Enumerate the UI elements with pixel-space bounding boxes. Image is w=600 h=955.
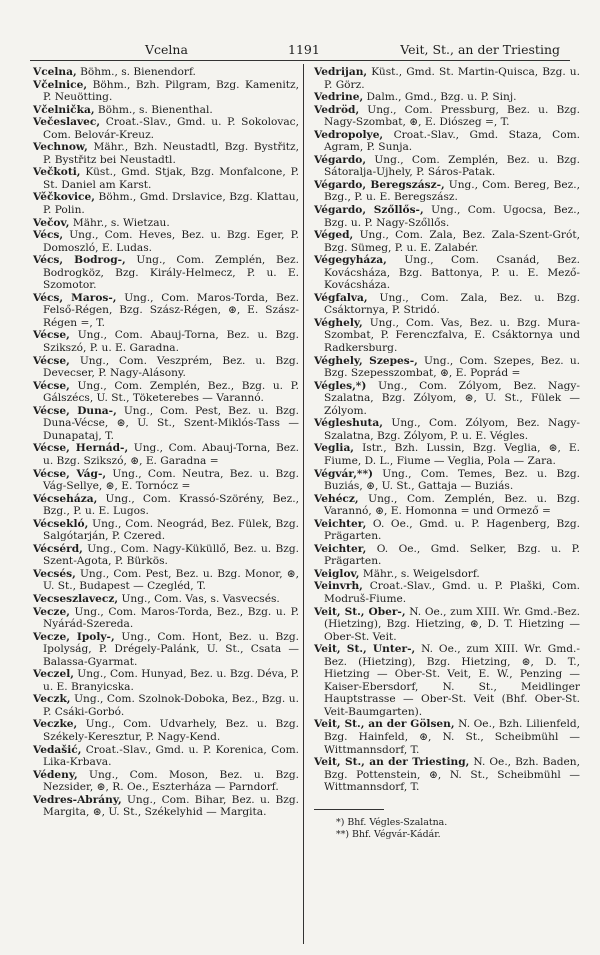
- entry-text: Küst., Gmd. Stjak, Bzg. Monfalcone, P. St. Daniel am Karst.: [43, 166, 299, 191]
- entry-text: N. Oe., zum XIII. Wr. Gmd.-Bez. (Hietzing), Bzg. Hietzing, ⊛, D. T. Hietzing — Ober-St. Veit.: [324, 605, 580, 643]
- entry-headword: Vedres-Abrány,: [33, 793, 122, 806]
- entry-headword: Vcelna,: [33, 66, 77, 78]
- entry-headword: Vécs,: [33, 229, 64, 242]
- entry-headword: Veglia,: [314, 442, 354, 455]
- gazetteer-entry: [33, 104, 299, 117]
- page-header: [30, 38, 570, 58]
- gazetteer-entry: [33, 116, 299, 141]
- gazetteer-entry: [33, 329, 299, 354]
- gazetteer-entry: [314, 606, 580, 644]
- entry-text: Böhm., Bzh. Pilgram, Bzg. Kamenitz, P. Neuötting.: [43, 78, 300, 104]
- gazetteer-entry: [314, 718, 580, 756]
- entry-headword: Veiglov,: [314, 567, 360, 580]
- entry-headword: Veit, St., Ober-,: [314, 605, 406, 618]
- entry-headword: Vehécz,: [314, 492, 359, 505]
- entry-headword: Vedröd,: [314, 103, 360, 116]
- entry-text: Ung., Com. Neutra, Bez. u. Bzg. Vág-Sellye, ⊛, E. Tornócz =: [43, 467, 300, 493]
- entry-text: Ung., Com. Maros-Torda, Bez., Bzg. u. P. Nyárád-Szereda.: [43, 605, 299, 631]
- entry-headword: Végleshuta,: [314, 417, 383, 430]
- entry-text: Ung., Com. Zala, Bez. Zala-Szent-Grót, Bzg. Sümeg, P. u. E. Zalabér.: [324, 229, 580, 254]
- entry-headword: Vedropolye,: [314, 128, 384, 141]
- entry-headword: Vedrine,: [314, 91, 364, 104]
- entry-text: Istr., Bzh. Lussin, Bzg. Veglia, ⊛, E. Fiume, D. L., Fiume — Veglia, Pola — Zara.: [324, 442, 580, 467]
- entry-headword: Večeslavec,: [33, 116, 101, 129]
- gazetteer-entry: [33, 794, 299, 819]
- entry-headword: Végles,*): [314, 379, 367, 392]
- gazetteer-entry: [314, 66, 580, 91]
- gazetteer-entry: [314, 292, 580, 317]
- entry-headword: Vécsérd,: [33, 542, 83, 555]
- entry-text: Ung., Com. Maros-Torda, Bez. Felső-Régen, Bzg. Szász-Régen, ⊛, E. Szász-Régen =, T.: [43, 291, 299, 329]
- entry-headword: Večov,: [33, 216, 70, 229]
- gazetteer-entry: [33, 141, 299, 166]
- entry-text: Ung., Com. Vas, s. Vasvecsés.: [121, 592, 280, 605]
- entry-headword: Vecsés,: [33, 567, 76, 580]
- header-left-keyword: Vcelna: [145, 42, 188, 57]
- gazetteer-entry: [314, 204, 580, 229]
- entry-headword: Veczke,: [33, 718, 78, 731]
- entry-text: Ung., Com. Abauj-Torna, Bez. u. Bzg. Szikszó, P. u. E. Garadna.: [43, 329, 299, 355]
- entry-text: Böhm., s. Bienenthal.: [97, 103, 213, 116]
- entry-headword: Vécsekló,: [33, 517, 89, 530]
- header-rule: [30, 60, 570, 61]
- entry-headword: Vécse, Vág-,: [33, 467, 107, 480]
- entry-text: O. Oe., Gmd. Selker, Bzg. u. P. Prägarten.: [324, 542, 581, 568]
- entry-text: Ung., Com. Moson, Bez. u. Bzg. Nezsider, ⊛, R. Oe., Eszterháza — Parndorf.: [43, 768, 299, 794]
- gazetteer-entry: [314, 518, 580, 543]
- entry-headword: Végvár,**): [314, 467, 374, 480]
- entry-headword: Vecseszlavecz,: [33, 592, 119, 605]
- entry-text: Croat.-Slav., Gmd. Staza, Com. Agram, P. Sunja.: [324, 128, 580, 154]
- entry-headword: Végfalva,: [314, 291, 368, 304]
- gazetteer-entry: [314, 417, 580, 442]
- entry-headword: Véged,: [314, 229, 354, 242]
- gazetteer-entry: [33, 543, 299, 568]
- entry-headword: Vécse, Duna-,: [33, 404, 117, 417]
- entry-text: Ung., Com. Bereg, Bez., Bzg., P. u. E. Beregszász.: [324, 178, 580, 204]
- entry-text: N. Oe., zum XIII. Wr. Gmd.-Bez. (Hietzing), Bzg. Hietzing, ⊛, D. T., Hietzing — Ober-St. Veit, E. W., Penzing — Kaiser-Ebersdorf, N. St., Meidlinger Hauptstrasse — Ober-St. Veit (Bhf. Ober-St. Veit-Baumgarten).: [324, 643, 580, 718]
- entry-headword: Vécs, Bodrog-,: [33, 254, 126, 267]
- entry-text: Ung., Com. Pest, Bez. u. Bzg. Monor, ⊛, U. St., Budapest — Czegléd, T.: [43, 567, 299, 593]
- entry-headword: Vécseháza,: [33, 492, 98, 505]
- entry-headword: Vécse, Hernád-,: [33, 442, 129, 455]
- entry-text: Ung., Com. Vas, Bez. u. Bzg. Mura-Szombat, P. Ferenczfalva, E. Csáktornya und Radkersburg.: [324, 316, 580, 355]
- gazetteer-entry: [33, 518, 299, 543]
- entry-text: Ung., Com. Krassó-Szörény, Bez., Bzg., P. u. E. Lugos.: [43, 492, 299, 518]
- gazetteer-entry: [314, 580, 580, 605]
- entry-text: Ung., Com. Zemplén, Bez. Bodrogköz, Bzg. Király-Helmecz, P. u. E. Szomotor.: [43, 254, 299, 292]
- gazetteer-entry: [314, 468, 580, 493]
- entry-text: Ung., Com. Ugocsa, Bez., Bzg. u. P. Nagy-Szőllős.: [324, 204, 580, 229]
- gazetteer-entry: [33, 744, 299, 769]
- gazetteer-entry: [314, 254, 580, 292]
- entry-text: Ung., Com. Zala, Bez. u. Bzg. Csáktornya, P. Stridó.: [324, 291, 580, 317]
- footnote: *) Bhf. Végles-Szalatna.: [336, 816, 448, 828]
- entry-headword: Védeny,: [33, 768, 78, 781]
- gazetteer-entry: [314, 104, 580, 129]
- entry-headword: Veit, St., Unter-,: [314, 643, 416, 656]
- entry-text: Ung., Com. Udvarhely, Bez. u. Bzg. Székely-Keresztur, P. Nagy-Kend.: [43, 718, 299, 743]
- gazetteer-entry: [33, 166, 299, 191]
- entry-text: Ung., Com. Szolnok-Doboka, Bez., Bzg. u. P. Csáki-Gorbó.: [43, 693, 299, 718]
- entry-text: N. Oe., Bzh. Lilienfeld, Bzg. Hainfeld, ⊛, N. St., Scheibmühl — Wittmannsdorf, T.: [324, 718, 580, 756]
- entry-text: Croat.-Slav., Gmd. u. P. Sokolovac, Com. Belovár-Kreuz.: [43, 116, 299, 141]
- entry-headword: Věčkovice,: [33, 191, 95, 204]
- gazetteer-entry: [33, 191, 299, 216]
- entry-text: Ung., Com. Csanád, Bez. Kovácsháza, Bzg. Battonya, P. u. E. Mező-Kovácsháza.: [324, 254, 580, 292]
- gazetteer-entry: [33, 468, 299, 493]
- entry-text: O. Oe., Gmd. u. P. Hagenberg, Bzg. Prägarten.: [324, 517, 580, 543]
- gazetteer-entry: [33, 718, 299, 743]
- entry-headword: Veichter,: [314, 517, 367, 530]
- entry-text: Küst., Gmd. St. Martin-Quisca, Bzg. u. P. Görz.: [324, 66, 580, 91]
- gazetteer-entry: [33, 79, 299, 104]
- entry-text: Böhm., Gmd. Drslavice, Bzg. Klattau, P. Polin.: [43, 191, 299, 217]
- entry-headword: Veczk,: [33, 693, 71, 706]
- entry-headword: Vécse,: [33, 329, 70, 342]
- entry-text: Ung., Com. Hunyad, Bez. u. Bzg. Déva, P. u. E. Branyicska.: [43, 668, 299, 693]
- entry-headword: Veichter,: [314, 542, 367, 555]
- entry-text: Ung., Com. Heves, Bez. u. Bzg. Eger, P. Domoszló, E. Ludas.: [43, 229, 299, 254]
- entry-text: Croat.-Slav., Gmd. u. P. Plaški, Com. Modruš-Fiume.: [324, 580, 580, 605]
- entry-text: Ung., Com. Nagy-Küküllő, Bez. u. Bzg. Szent-Agota, P. Bürkös.: [43, 542, 299, 568]
- entry-headword: Včelnička,: [33, 103, 95, 116]
- gazetteer-entry: [314, 543, 580, 568]
- gazetteer-entry: [33, 355, 299, 380]
- entry-headword: Vecze,: [33, 605, 70, 618]
- entry-headword: Végardo,: [314, 153, 367, 166]
- column-divider: [303, 64, 304, 944]
- entry-text: Mähr., Bzh. Neustadtl, Bzg. Bystřitz, P. Bystřitz bei Neustadtl.: [43, 141, 299, 166]
- entry-headword: Véghely, Szepes-,: [314, 354, 418, 367]
- entry-text: Ung., Com. Hont, Bez. u. Bzg. Ipolyság, P. Drégely-Palánk, U. St., Csata — Balassa-Gyarmat.: [43, 630, 300, 668]
- gazetteer-entry: [33, 668, 299, 693]
- header-right-keyword: Veit, St., an der Triesting: [400, 42, 560, 57]
- gazetteer-entry: [314, 643, 580, 718]
- gazetteer-entry: [33, 254, 299, 292]
- entry-text: Ung., Com. Zemplén, Bez. u. Bzg. Varannó, ⊛, E. Homonna = und Ormező =: [324, 492, 581, 518]
- entry-text: Dalm., Gmd., Bzg. u. P. Sinj.: [366, 91, 517, 104]
- gazetteer-entry: [33, 493, 299, 518]
- gazetteer-entry: [33, 442, 299, 467]
- gazetteer-entry: [314, 179, 580, 204]
- gazetteer-entry: [314, 317, 580, 355]
- page-number: 1191: [288, 42, 320, 57]
- entry-headword: Veit, St., an der Triesting,: [314, 756, 470, 769]
- entry-headword: Veinvrh,: [314, 580, 363, 593]
- entry-text: Böhm., s. Bienendorf.: [80, 66, 196, 78]
- gazetteer-entry: [33, 217, 299, 230]
- gazetteer-entry: [33, 380, 299, 405]
- entry-headword: Végardo, Szőllős-,: [314, 204, 424, 217]
- gazetteer-entry: [314, 756, 580, 794]
- entry-text: Ung., Com. Zólyom, Bez. Nagy-Szalatna, Bzg. Zólyom, ⊛, U. St., Fülek — Zólyom.: [324, 379, 580, 417]
- gazetteer-entry: [314, 91, 580, 104]
- entry-text: Ung., Com. Zemplén, Bez. u. Bzg. Sátoralja-Ujhely, P. Sáros-Patak.: [324, 153, 581, 179]
- right-column: [314, 66, 580, 842]
- gazetteer-entry: [314, 493, 580, 518]
- gazetteer-entry: [314, 154, 580, 179]
- gazetteer-entry: [33, 593, 299, 606]
- entry-headword: Vedrijan,: [314, 66, 368, 78]
- gazetteer-entry: [314, 355, 580, 380]
- entry-headword: Végegyháza,: [314, 254, 387, 267]
- entry-text: Mähr., s. Wietzau.: [72, 216, 170, 229]
- gazetteer-entry: [33, 606, 299, 631]
- entry-text: Ung., Com. Bihar, Bez. u. Bzg. Margita, ⊛, U. St., Székelyhid — Margita.: [43, 793, 299, 819]
- entry-headword: Večkoti,: [33, 166, 81, 179]
- entry-text: N. Oe., Bzh. Baden, Bzg. Pottenstein, ⊛, N. St., Scheibmühl — Wittmannsdorf, T.: [324, 756, 580, 794]
- entry-headword: Včelnice,: [33, 78, 88, 91]
- gazetteer-entry: [314, 380, 580, 418]
- entry-text: Ung., Com. Zemplén, Bez., Bzg. u. P. Gálszécs, U. St., Töketerebes — Varannó.: [43, 379, 299, 405]
- gazetteer-entry: [33, 769, 299, 794]
- entry-text: Croat.-Slav., Gmd. u. P. Korenica, Com. Lika-Krbava.: [43, 743, 299, 769]
- gazetteer-entry: [314, 229, 580, 254]
- gazetteer-entry: [314, 129, 580, 154]
- gazetteer-entry: [33, 405, 299, 443]
- entry-headword: Veit, St., an der Gölsen,: [314, 718, 455, 731]
- entry-text: Ung., Com. Temes, Bez. u. Bzg. Buziás, ⊛, U. St., Gattaja — Buziás.: [324, 467, 580, 493]
- entry-headword: Vecze, Ipoly-,: [33, 630, 115, 643]
- entry-headword: Vedašić,: [33, 743, 82, 756]
- footnote-rule: [314, 809, 384, 810]
- entry-headword: Vécs, Maros-,: [33, 291, 117, 304]
- entry-headword: Végardo, Beregszász-,: [314, 178, 445, 191]
- entry-text: Ung., Com. Abauj-Torna, Bez. u. Bzg. Szikszó, ⊛, E. Garadna =: [43, 442, 299, 467]
- gazetteer-entry: [33, 66, 299, 79]
- entry-headword: Vechnow,: [33, 141, 88, 154]
- gazetteer-entry: [314, 442, 580, 467]
- gazetteer-entry: [33, 568, 299, 593]
- entry-text: Ung., Com. Szepes, Bez. u. Bzg. Szepesszombat, ⊛, E. Poprád =: [324, 354, 581, 380]
- entry-text: Ung., Com. Neográd, Bez. Fülek, Bzg. Salgótarján, P. Czered.: [43, 517, 299, 543]
- entry-headword: Véghely,: [314, 316, 363, 329]
- gazetteer-entry: [33, 693, 299, 718]
- entry-headword: Vécse,: [33, 354, 70, 367]
- entry-headword: Veczel,: [33, 668, 74, 681]
- gazetteer-entry: [33, 631, 299, 669]
- entry-text: Mähr., s. Weigelsdorf.: [362, 567, 480, 580]
- entry-text: Ung., Com. Veszprém, Bez. u. Bzg. Devecser, P. Nagy-Alásony.: [43, 354, 299, 380]
- entry-headword: Vécse,: [33, 379, 70, 392]
- entry-text: Ung., Com. Zólyom, Bez. Nagy-Szalatna, Bzg. Zólyom, P. u. E. Végles.: [324, 417, 580, 442]
- footnote: **) Bhf. Végvár-Kádár.: [336, 829, 441, 841]
- gazetteer-entry: [314, 568, 580, 581]
- left-column: [33, 66, 299, 819]
- entry-text: Ung., Com. Pest, Bez. u. Bzg. Duna-Vécse, ⊛, U. St., Szent-Miklós-Tass — Dunapataj, T.: [43, 404, 299, 442]
- entry-text: Ung., Com. Pressburg, Bez. u. Bzg. Nagy-Szombat, ⊛, E. Diószeg =, T.: [324, 103, 580, 129]
- gazetteer-entry: [33, 229, 299, 254]
- gazetteer-entry: [33, 292, 299, 330]
- right-column-entries: [314, 66, 580, 794]
